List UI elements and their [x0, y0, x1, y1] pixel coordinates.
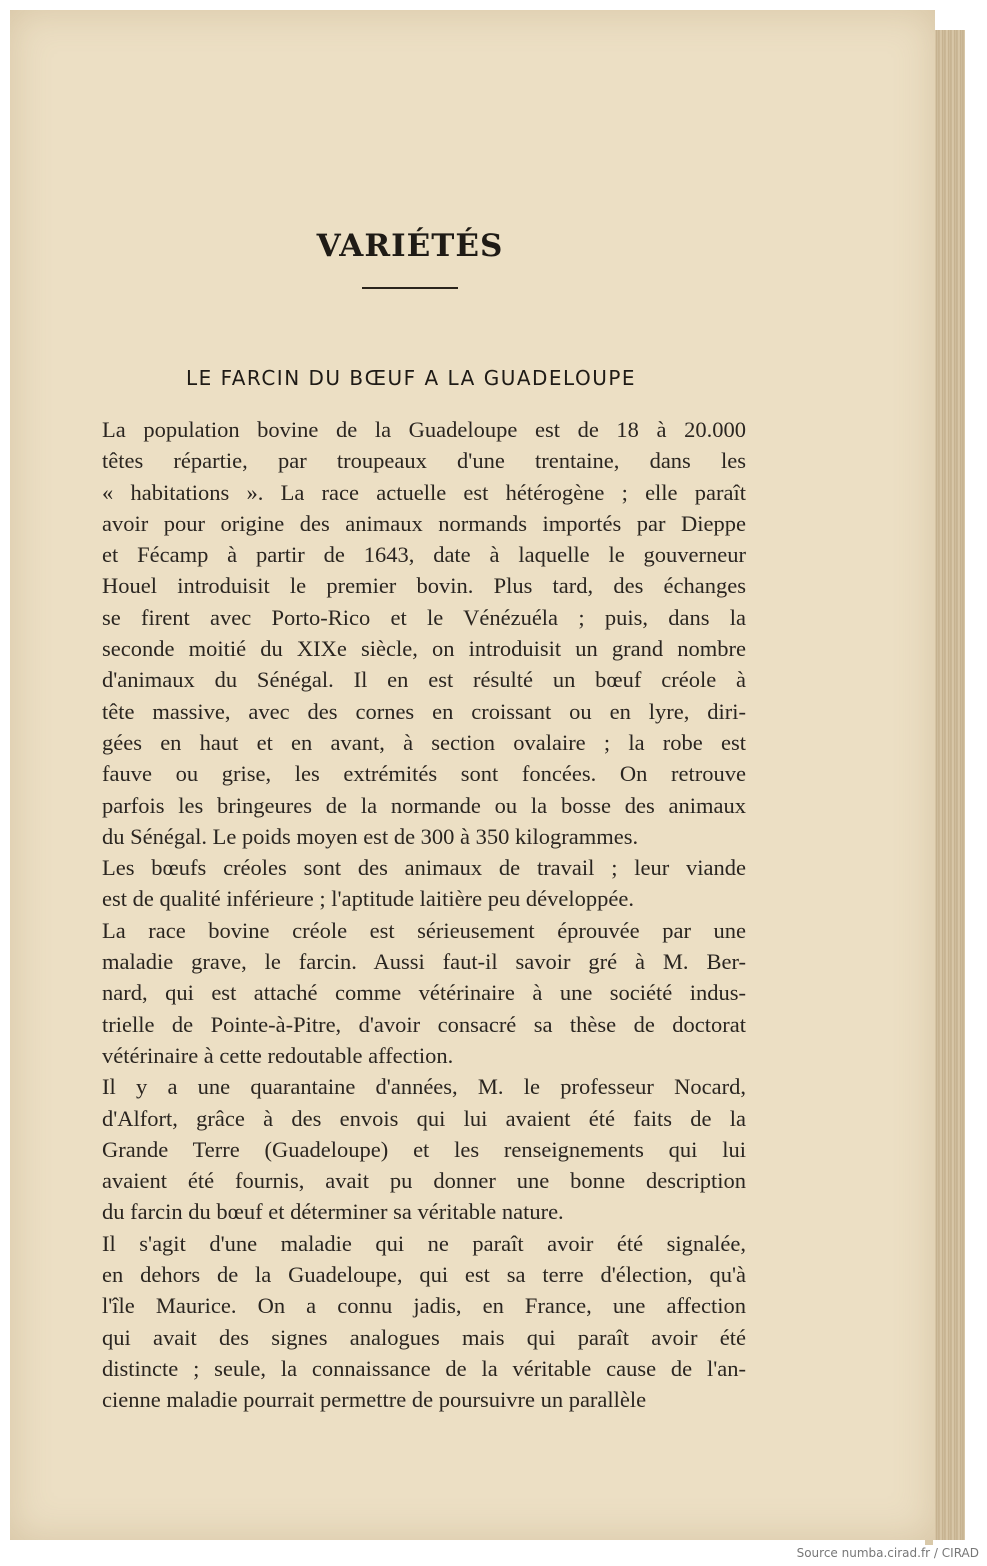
text-line: en dehors de la Guadeloupe, qui est sa terre d'élection, qu'à: [102, 1262, 746, 1288]
text-line: Les bœufs créoles sont des animaux de travail ; leur viande: [102, 855, 746, 881]
text-line: est de qualité inférieure ; l'aptitude laitière peu développée.: [102, 886, 634, 912]
paragraph-2: [76, 852, 746, 915]
paragraph-4: [76, 1071, 746, 1227]
text-line: parfois les bringeures de la normande ou la bosse des animaux: [102, 792, 746, 818]
paragraph-3: [76, 915, 746, 1071]
text-line: qui avait des signes analogues mais qui paraît avoir été: [102, 1324, 746, 1350]
paragraph-5: [76, 1228, 746, 1416]
text-line: du Sénégal. Le poids moyen est de 300 à 350 kilogrammes.: [102, 823, 639, 849]
text-line: se firent avec Porto-Rico et le Vénézuéla ; puis, dans la: [102, 604, 746, 630]
text-line: vétérinaire à cette redoutable affection.: [102, 1042, 454, 1068]
text-line: seconde moitié du XIXe siècle, on introduisit un grand nombre: [102, 636, 746, 662]
text-line: La population bovine de la Guadeloupe est de 18 à 20.000: [102, 417, 746, 442]
text-line: Grande Terre (Guadeloupe) et les renseignements qui lui: [102, 1136, 746, 1162]
paragraph-1: [76, 414, 746, 852]
text-line: Il y a une quarantaine d'années, M. le professeur Nocard,: [102, 1074, 746, 1100]
text-line: avaient été fournis, avait pu donner une bonne description: [102, 1168, 746, 1194]
article-body: [76, 414, 746, 1416]
text-line: Houel introduisit le premier bovin. Plus tard, des échanges: [102, 573, 746, 599]
text-line: cienne maladie pourrait permettre de poursuivre un parallèle: [102, 1387, 647, 1413]
text-line: « habitations ». La race actuelle est hétérogène ; elle paraît: [102, 479, 746, 505]
text-line: d'Alfort, grâce à des envois qui lui avaient été faits de la: [102, 1105, 746, 1131]
text-line: fauve ou grise, les extrémités sont foncées. On retrouve: [102, 761, 746, 787]
text-line: et Fécamp à partir de 1643, date à laquelle le gouverneur: [102, 542, 746, 568]
text-line: La race bovine créole est sérieusement éprouvée par une: [102, 917, 746, 943]
text-line: avoir pour origine des animaux normands importés par Dieppe: [102, 510, 746, 536]
text-line: distincte ; seule, la connaissance de la véritable cause de l'an-: [102, 1355, 746, 1381]
text-line: tête massive, avec des cornes en croissant ou en lyre, diri-: [102, 698, 746, 724]
section-heading: VARIÉTÉS: [316, 228, 504, 264]
text-line: Il s'agit d'une maladie qui ne paraît avoir été signalée,: [102, 1230, 746, 1256]
heading-rule: [362, 287, 458, 289]
text-line: nard, qui est attaché comme vétérinaire à une société indus-: [102, 980, 746, 1006]
page-stack-edge: [930, 30, 965, 1540]
article-title: LE FARCIN DU BŒUF A LA GUADELOUPE: [185, 366, 637, 390]
text-line: l'île Maurice. On a connu jadis, en France, une affection: [102, 1293, 746, 1319]
text-line: têtes répartie, par troupeaux d'une trentaine, dans les: [102, 448, 746, 474]
source-credit: Source numba.cirad.fr / CIRAD: [796, 1546, 979, 1560]
text-line: d'animaux du Sénégal. Il en est résulté un bœuf créole à: [102, 667, 746, 693]
text-line: trielle de Pointe-à-Pitre, d'avoir consacré sa thèse de doctorat: [102, 1011, 746, 1037]
text-line: maladie grave, le farcin. Aussi faut-il savoir gré à M. Ber-: [102, 949, 746, 975]
text-line: gées en haut et en avant, à section ovalaire ; la robe est: [102, 729, 746, 755]
text-line: du farcin du bœuf et déterminer sa véritable nature.: [102, 1199, 564, 1225]
